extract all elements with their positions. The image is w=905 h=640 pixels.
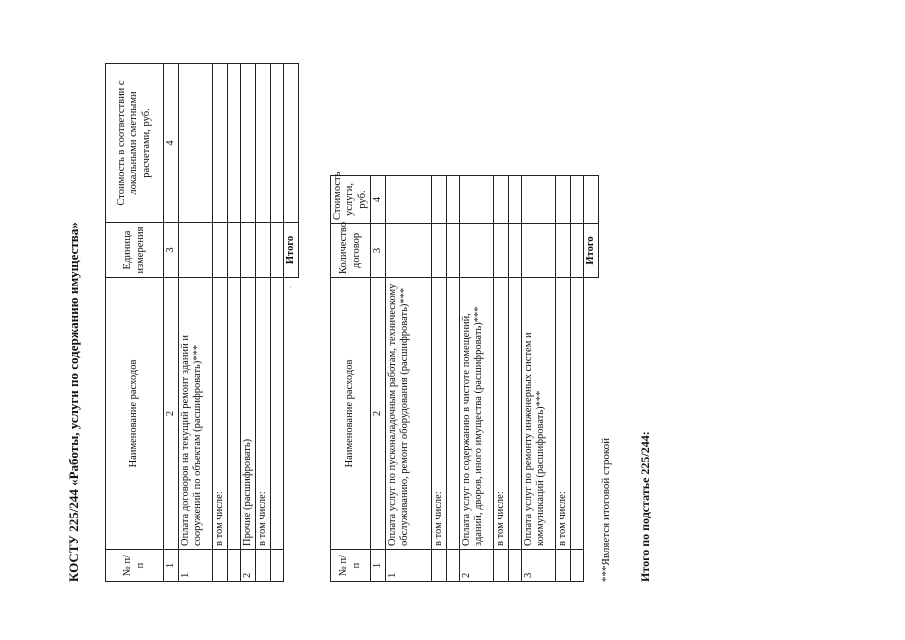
row-name: [271, 278, 284, 550]
grand-total-label: Итого по подстатье 225/244:: [638, 431, 652, 582]
row-num: 1: [179, 550, 213, 582]
row-num: 2: [460, 550, 494, 582]
cell-empty: [256, 223, 271, 278]
cell-empty: [494, 224, 509, 278]
cell-blank: [494, 64, 509, 176]
index-cell: 4: [371, 176, 386, 224]
header-name: Наименование расходов: [331, 278, 371, 550]
total-value: [284, 64, 299, 223]
row-num: [447, 550, 460, 582]
cell-blank: [284, 278, 299, 550]
cell-blank: [584, 278, 599, 550]
cell-empty: [241, 223, 256, 278]
cell-empty: [179, 223, 213, 278]
cell-empty: [509, 176, 522, 224]
table-services: [330, 63, 599, 582]
cell-blank: [432, 64, 447, 176]
cell-blank: [571, 64, 584, 176]
row-num: [494, 550, 509, 582]
cell-empty: [432, 224, 447, 278]
row-num: 3: [522, 550, 556, 582]
row-name: в том числе:: [432, 278, 447, 550]
cell-blank: [460, 64, 494, 176]
index-cell: 1: [371, 550, 386, 582]
cell-empty: [213, 64, 228, 223]
cell-blank: [371, 64, 386, 176]
cell-empty: [571, 224, 584, 278]
total-label: Итого: [284, 223, 299, 278]
cell-empty: [447, 224, 460, 278]
row-num: [571, 550, 584, 582]
row-num: [509, 550, 522, 582]
row-name: [447, 278, 460, 550]
cell-empty: [571, 176, 584, 224]
row-name: [228, 278, 241, 550]
cell-empty: [179, 64, 213, 223]
cell-blank: [509, 64, 522, 176]
index-cell: 2: [164, 278, 179, 550]
header-num: № п/п: [106, 550, 164, 582]
row-name: Прочие (расшифровать): [241, 278, 256, 550]
cell-empty: [228, 223, 241, 278]
header-name: Наименование расходов: [106, 278, 164, 550]
total-label: Итого: [584, 224, 599, 278]
row-name: в том числе:: [556, 278, 571, 550]
cell-blank: [522, 64, 556, 176]
cell-blank: [386, 64, 432, 176]
cell-blank: [331, 64, 371, 176]
row-num: [228, 550, 241, 582]
row-name: в том числе:: [494, 278, 509, 550]
row-name: Оплата услуг по содержанию в чистоте помещений, зданий, дворов, иного имущества (расшифровать)***: [460, 278, 494, 550]
row-num: 1: [386, 550, 432, 582]
index-cell: 3: [371, 224, 386, 278]
cell-empty: [447, 176, 460, 224]
cell-blank: [556, 64, 571, 176]
index-cell: 3: [164, 223, 179, 278]
cell-blank: [284, 550, 299, 582]
total-value: [584, 176, 599, 224]
header-unit: Единица измерения: [106, 223, 164, 278]
table-work-services: [105, 63, 299, 582]
row-name: в том числе:: [213, 278, 228, 550]
cell-empty: [460, 224, 494, 278]
cell-empty: [522, 224, 556, 278]
index-cell: 2: [371, 278, 386, 550]
header-count: Количество договор: [331, 224, 371, 278]
cell-empty: [460, 176, 494, 224]
cell-blank: [584, 64, 599, 176]
row-name: [509, 278, 522, 550]
header-cost: Стоимость услуги, руб.: [331, 176, 371, 224]
row-num: [271, 550, 284, 582]
cell-empty: [228, 64, 241, 223]
cell-empty: [494, 176, 509, 224]
row-name: в том числе:: [256, 278, 271, 550]
cell-empty: [256, 64, 271, 223]
row-num: [432, 550, 447, 582]
header-cost: Стоимость в соответствии с локальными сметными расчетами, руб.: [106, 64, 164, 223]
stray-mark: .: [284, 286, 293, 288]
cell-empty: [271, 223, 284, 278]
footnote: ***Является итоговой строкой: [600, 438, 612, 582]
cell-empty: [213, 223, 228, 278]
index-cell: 1: [164, 550, 179, 582]
cell-blank: [584, 550, 599, 582]
cell-blank: [447, 64, 460, 176]
cell-empty: [556, 176, 571, 224]
index-cell: 4: [164, 64, 179, 223]
cell-empty: [386, 176, 432, 224]
row-name: [571, 278, 584, 550]
cell-empty: [509, 224, 522, 278]
cell-empty: [522, 176, 556, 224]
row-name: Оплата услуг по пусконаладочным работам, техническому обслуживанию, ремонт оборудования (расшифровать)***: [386, 278, 432, 550]
cell-empty: [271, 64, 284, 223]
row-num: [213, 550, 228, 582]
cell-empty: [432, 176, 447, 224]
cell-empty: [386, 224, 432, 278]
cell-empty: [556, 224, 571, 278]
row-num: [556, 550, 571, 582]
row-num: 2: [241, 550, 256, 582]
header-num: № п/п: [331, 550, 371, 582]
cell-empty: [241, 64, 256, 223]
document-title: КОСТУ 225/244 «Работы, услуги по содержанию имущества»: [66, 222, 81, 582]
row-name: Оплата договоров на текущий ремонт зданий и сооружений по объектам (расшифровать)***: [179, 278, 213, 550]
row-num: [256, 550, 271, 582]
row-name: Оплата услуг по ремонту инженерных систем и коммуникаций (расшифровать)***: [522, 278, 556, 550]
